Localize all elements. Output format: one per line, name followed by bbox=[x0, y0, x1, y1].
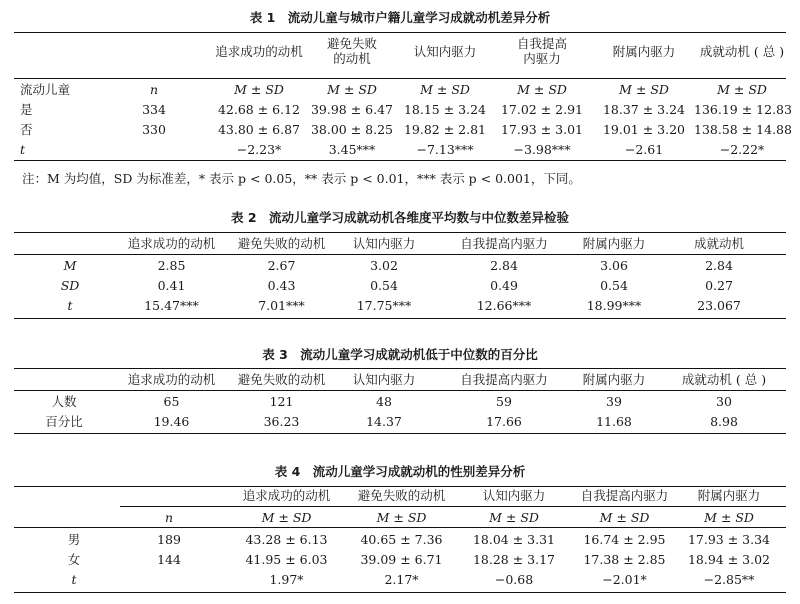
table1-col-header: 自我提高 内驱力 bbox=[516, 36, 567, 66]
table2-cell: 0.54 bbox=[370, 278, 398, 293]
table3-row-label: 人数 bbox=[51, 394, 77, 409]
table4 bbox=[14, 486, 786, 598]
table4-cell: −2.01* bbox=[602, 572, 647, 587]
table2 bbox=[14, 232, 786, 322]
table1-col-header: 成就动机 ( 总 ) bbox=[699, 44, 785, 59]
table3-cell: 36.23 bbox=[263, 414, 300, 429]
table2-col-header: 认知内驱力 bbox=[352, 236, 416, 251]
table3-cell: 48 bbox=[376, 394, 392, 409]
table1-caption: 表 1 流动儿童与城市户籍儿童学习成就动机差异分析 bbox=[249, 10, 551, 25]
table4-col-header: 自我提高内驱力 bbox=[580, 488, 669, 503]
table2-cell: 3.02 bbox=[370, 258, 398, 273]
table2-col-header: 避免失败的动机 bbox=[237, 236, 326, 251]
table4-cell: 40.65 ± 7.36 bbox=[360, 532, 443, 547]
table2-header-rule bbox=[14, 254, 786, 255]
table1-cell: 138.58 ± 14.88 bbox=[694, 122, 792, 137]
table1-cell: 39.98 ± 6.47 bbox=[310, 102, 394, 117]
table3-col-header: 附属内驱力 bbox=[582, 372, 646, 387]
table4-stat-header: M ± SD bbox=[489, 510, 539, 525]
table4-cell: −2.85** bbox=[703, 572, 755, 587]
table1-stat-header: M ± SD bbox=[619, 82, 669, 97]
table4-n-value: 144 bbox=[157, 552, 181, 567]
table2-col-header: 追求成功的动机 bbox=[127, 236, 216, 251]
table1-cell: 3.45*** bbox=[328, 142, 376, 157]
table1-col-header: 避免失败 的动机 bbox=[326, 36, 377, 66]
table1-note: 注：M 为均值，SD 为标准差，* 表示 p < 0.05，** 表示 p < 0.01，*** 表示 p < 0.001，下同。 bbox=[22, 171, 581, 186]
table4-stat-header: M ± SD bbox=[599, 510, 650, 525]
table1-cell: 19.01 ± 3.20 bbox=[602, 122, 686, 137]
table2-bottom-rule bbox=[14, 318, 786, 319]
table3-top-rule bbox=[14, 368, 786, 369]
table3-cell: 19.46 bbox=[153, 414, 190, 429]
table2-cell: 17.75*** bbox=[356, 298, 412, 313]
table1-cell: 17.02 ± 2.91 bbox=[500, 102, 584, 117]
table2-cell: 2.67 bbox=[267, 258, 296, 273]
table4-cell: −0.68 bbox=[494, 572, 534, 587]
table4-n-value: 189 bbox=[157, 532, 181, 547]
table3-col-header: 自我提高内驱力 bbox=[460, 372, 548, 387]
table3-cell: 59 bbox=[496, 394, 512, 409]
table1-cell: −2.22* bbox=[719, 142, 765, 157]
table4-cell: 18.94 ± 3.02 bbox=[687, 552, 771, 567]
table2-cell: 15.47*** bbox=[144, 298, 199, 313]
table3-caption: 表 3 流动儿童学习成就动机低于中位数的百分比 bbox=[262, 347, 538, 362]
table1-stat-header: M ± SD bbox=[517, 82, 567, 97]
table2-cell: 7.01*** bbox=[258, 298, 305, 313]
table4-header-underline bbox=[120, 506, 786, 507]
table2-cell: 0.54 bbox=[600, 278, 628, 293]
table2-cell: 0.27 bbox=[705, 278, 733, 293]
table1-cell: −2.61 bbox=[624, 142, 664, 157]
table2-cell: 18.99*** bbox=[586, 298, 642, 313]
table4-bottom-rule bbox=[14, 592, 786, 593]
table3-cell: 17.66 bbox=[486, 414, 522, 429]
table2-row-label: SD bbox=[60, 278, 80, 293]
table2-cell: 3.06 bbox=[600, 258, 628, 273]
table1-header-rule bbox=[14, 78, 786, 79]
table2-cell: 0.43 bbox=[267, 278, 296, 293]
table3-cell: 121 bbox=[269, 394, 294, 409]
table4-row-label: 女 bbox=[67, 552, 81, 567]
table1-cell: 43.80 ± 6.87 bbox=[217, 122, 301, 137]
table4-cell: 17.38 ± 2.85 bbox=[583, 552, 666, 567]
table3-cell: 14.37 bbox=[366, 414, 402, 429]
table3-col-header: 成就动机 ( 总 ) bbox=[681, 372, 767, 387]
table4-cell: 43.28 ± 6.13 bbox=[245, 532, 328, 547]
table1 bbox=[14, 32, 792, 164]
table4-cell: 1.97* bbox=[269, 572, 304, 587]
table1-n-value: 330 bbox=[142, 122, 166, 137]
table2-cell: 2.84 bbox=[705, 258, 733, 273]
table4-cell: 41.95 ± 6.03 bbox=[245, 552, 328, 567]
table1-row-label: t bbox=[20, 142, 26, 157]
table2-col-header: 附属内驱力 bbox=[582, 236, 646, 251]
table3-cell: 65 bbox=[163, 394, 180, 409]
table1-cell: −3.98*** bbox=[513, 142, 571, 157]
table1-cell: 17.93 ± 3.01 bbox=[500, 122, 584, 137]
table3-cell: 11.68 bbox=[596, 414, 632, 429]
table4-cell: 2.17* bbox=[384, 572, 419, 587]
table4-col-header: 避免失败的动机 bbox=[357, 488, 446, 503]
table1-top-rule bbox=[14, 32, 786, 33]
table4-stat-header: M ± SD bbox=[704, 510, 754, 525]
table1-stat-header: M ± SD bbox=[420, 82, 470, 97]
table1-cell: 18.37 ± 3.24 bbox=[602, 102, 686, 117]
table2-cell: 12.66*** bbox=[476, 298, 532, 313]
table4-header-rule bbox=[14, 527, 786, 528]
table1-bottom-rule bbox=[14, 160, 786, 161]
table1-cell: 19.82 ± 2.81 bbox=[403, 122, 487, 137]
table1-row-label: 是 bbox=[20, 102, 33, 117]
table3-bottom-rule bbox=[14, 433, 786, 434]
table2-col-header: 自我提高内驱力 bbox=[460, 236, 548, 251]
table1-cell: 18.15 ± 3.24 bbox=[403, 102, 487, 117]
table2-cell: 0.41 bbox=[157, 278, 186, 293]
table4-stat-header: M ± SD bbox=[261, 510, 312, 525]
table1-n-value: 334 bbox=[142, 102, 166, 117]
table2-row-label: t bbox=[67, 298, 73, 313]
table1-row-label: 否 bbox=[20, 122, 33, 137]
table1-row-header-label: 流动儿童 bbox=[20, 82, 71, 97]
table4-n-header: n bbox=[164, 510, 174, 525]
table4-cell: 16.74 ± 2.95 bbox=[583, 532, 666, 547]
table2-col-header: 成就动机 bbox=[693, 236, 744, 251]
table3-col-header: 避免失败的动机 bbox=[237, 372, 326, 387]
table4-col-header: 认知内驱力 bbox=[482, 488, 546, 503]
table4-cell: 17.93 ± 3.34 bbox=[687, 532, 771, 547]
table1-col-header: 附属内驱力 bbox=[612, 44, 676, 59]
table2-caption: 表 2 流动儿童学习成就动机各维度平均数与中位数差异检验 bbox=[230, 210, 570, 225]
table3-col-header: 认知内驱力 bbox=[352, 372, 416, 387]
table4-row-label: t bbox=[71, 572, 77, 587]
table4-row-label: 男 bbox=[67, 532, 81, 547]
table2-cell: 2.85 bbox=[157, 258, 186, 273]
table1-cell: 38.00 ± 8.25 bbox=[310, 122, 394, 137]
table3 bbox=[14, 368, 786, 438]
table3-cell: 8.98 bbox=[710, 414, 738, 429]
table1-cell: 136.19 ± 12.83 bbox=[694, 102, 792, 117]
table4-top-rule bbox=[14, 486, 786, 487]
table2-top-rule bbox=[14, 232, 786, 233]
table1-stat-header: M ± SD bbox=[234, 82, 284, 97]
table2-cell: 23.067 bbox=[697, 298, 741, 313]
table4-cell: 18.28 ± 3.17 bbox=[472, 552, 556, 567]
table2-cell: 2.84 bbox=[490, 258, 518, 273]
table1-cell: −2.23* bbox=[236, 142, 282, 157]
table4-caption: 表 4 流动儿童学习成就动机的性别差异分析 bbox=[274, 464, 526, 479]
table3-col-header: 追求成功的动机 bbox=[127, 372, 216, 387]
table4-col-header: 附属内驱力 bbox=[697, 488, 761, 503]
table3-cell: 39 bbox=[606, 394, 622, 409]
table2-row-label: M bbox=[63, 258, 77, 273]
table4-cell: 18.04 ± 3.31 bbox=[472, 532, 556, 547]
table1-cell: −7.13*** bbox=[416, 142, 474, 157]
table1-n-header: n bbox=[149, 82, 159, 97]
table4-stat-header: M ± SD bbox=[376, 510, 427, 525]
table3-header-rule bbox=[14, 390, 786, 391]
table1-col-header: 追求成功的动机 bbox=[215, 44, 303, 59]
table4-col-header: 追求成功的动机 bbox=[242, 488, 331, 503]
table2-cell: 0.49 bbox=[490, 278, 518, 293]
table4-cell: 39.09 ± 6.71 bbox=[360, 552, 443, 567]
table1-cell: 42.68 ± 6.12 bbox=[217, 102, 301, 117]
table3-cell: 30 bbox=[716, 394, 732, 409]
table1-col-header: 认知内驱力 bbox=[413, 44, 477, 59]
table1-stat-header: M ± SD bbox=[717, 82, 767, 97]
table3-row-label: 百分比 bbox=[45, 414, 83, 429]
table1-stat-header: M ± SD bbox=[327, 82, 377, 97]
